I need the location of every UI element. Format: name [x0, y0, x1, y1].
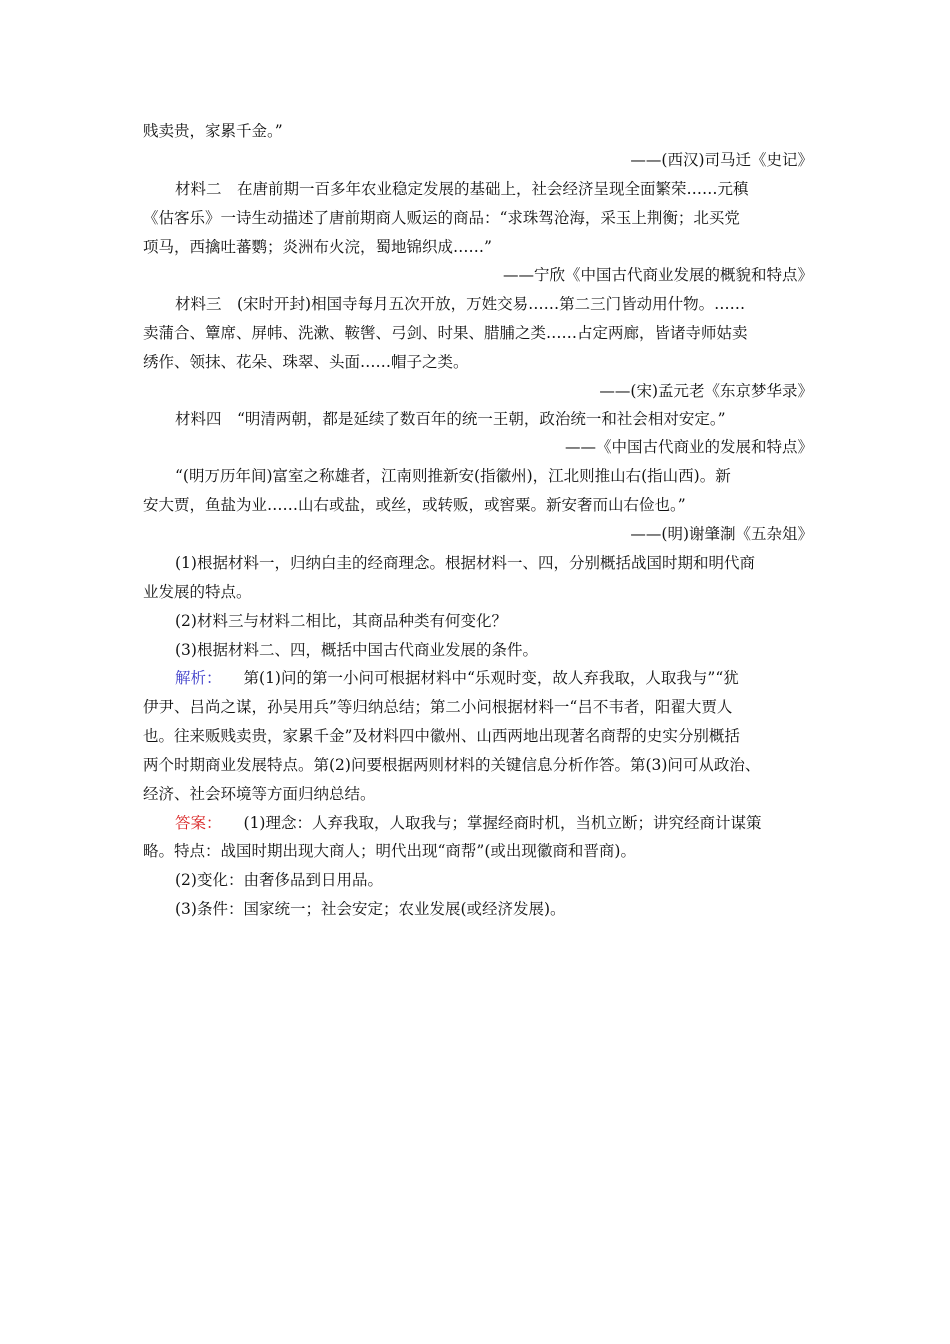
text-line: 业发展的特点。	[143, 583, 252, 601]
text-line: 也。往来贩贱卖贵，家累千金”及材料四中徽州、山西两地出现著名商帮的史实分别概括	[143, 727, 740, 745]
answer-3: (3)条件：国家统一；社会安定；农业发展(或经济发展)。	[175, 900, 566, 918]
question-3: (3)根据材料二、四，概括中国古代商业发展的条件。	[175, 641, 538, 659]
analysis-first-line	[175, 665, 813, 691]
answer-first-line	[175, 810, 813, 836]
citation: ——宁欣《中国古代商业发展的概貌和特点》	[502, 266, 813, 284]
text-line: 贱卖贵，家累千金。”	[143, 122, 283, 140]
analysis-label: 解析：	[175, 669, 222, 687]
citation: ——《中国古代商业的发展和特点》	[564, 438, 813, 456]
text-line: 伊尹、吕尚之谋，孙吴用兵”等归纳总结；第二小问根据材料一“吕不韦者，阳翟大贾人	[143, 698, 733, 716]
citation: ——(明)谢肇淛《五杂俎》	[630, 525, 813, 543]
analysis-text: 第(1)问的第一小问可根据材料中“乐观时变，故人弃我取，人取我与”“犹	[243, 669, 739, 687]
text-line: 《估客乐》一诗生动描述了唐前期商人贩运的商品：“求珠驾沧海，采玉上荆衡；北买党	[143, 209, 740, 227]
answer-label: 答案：	[175, 814, 222, 832]
answer-2: (2)变化：由奢侈品到日用品。	[175, 871, 383, 889]
citation: ——(西汉)司马迁《史记》	[630, 151, 813, 169]
text-line: 绣作、领抹、花朵、珠翠、头面……帽子之类。	[143, 353, 469, 371]
text-line: 材料三 (宋时开封)相国寺每月五次开放，万姓交易……第二三门皆动用什物。……	[175, 295, 746, 313]
citation: ——(宋)孟元老《东京梦华录》	[599, 382, 813, 400]
text-line: 卖蒲合、簟席、屏帏、洗漱、鞍辔、弓剑、时果、腊脯之类……占定两廊，皆诸寺师姑卖	[143, 324, 748, 342]
text-line: 两个时期商业发展特点。第(2)问要根据两则材料的关键信息分析作答。第(3)问可从政治、	[143, 756, 761, 774]
text-line: 项马，西擒吐蕃鹦；炎洲布火浣，蜀地锦织成……”	[143, 238, 492, 256]
text-line: “(明万历年间)富室之称雄者，江南则推新安(指徽州)，江北则推山右(指山西)。新	[175, 467, 731, 485]
question-2: (2)材料三与材料二相比，其商品种类有何变化？	[175, 612, 507, 630]
text-line: 略。特点：战国时期出现大商人；明代出现“商帮”(或出现徽商和晋商)。	[143, 842, 636, 860]
text-line: 材料二 在唐前期一百多年农业稳定发展的基础上，社会经济呈现全面繁荣……元稹	[175, 180, 749, 198]
answer-text: (1)理念：人弃我取，人取我与；掌握经商时机，当机立断；讲究经商计谋策	[243, 814, 762, 832]
text-line: 安大贾，鱼盐为业……山右或盐，或丝，或转贩，或窖粟。新安奢而山右俭也。”	[143, 496, 686, 514]
text-line: 材料四 “明清两朝，都是延续了数百年的统一王朝，政治统一和社会相对安定。”	[175, 410, 726, 428]
text-line: 经济、社会环境等方面归纳总结。	[143, 785, 376, 803]
question-1: (1)根据材料一，归纳白圭的经商理念。根据材料一、四，分别概括战国时期和明代商	[175, 554, 755, 572]
